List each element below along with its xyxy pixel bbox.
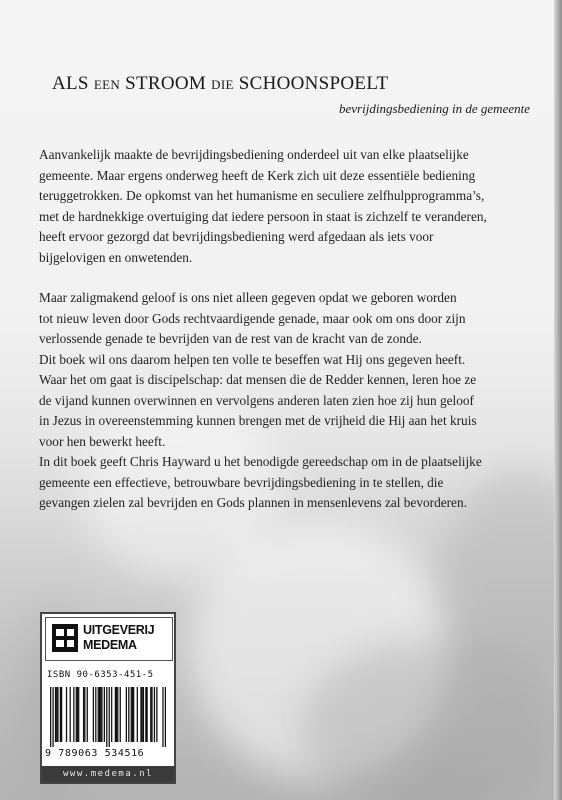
barcode-bar	[143, 687, 144, 742]
barcode-bar	[150, 687, 151, 742]
barcode-bar	[140, 687, 141, 742]
barcode-bar	[56, 687, 57, 742]
barcode-bar	[87, 687, 88, 742]
barcode-bar	[100, 687, 101, 742]
blurb-line: tot nieuw leven door Gods rechtvaardigende genade, maar ook om ons door zijn	[39, 310, 466, 326]
isbn-number: ISBN 90-6353-451-5	[47, 670, 154, 680]
barcode-bar	[109, 687, 110, 747]
book-subtitle: bevrijdingsbediening in de gemeente	[339, 101, 530, 116]
barcode-bar	[52, 687, 53, 747]
barcode-bar	[132, 687, 133, 742]
paragraph-gap	[39, 268, 534, 288]
publisher-website: www.medema.nl	[42, 766, 174, 782]
barcode-bar	[61, 687, 62, 742]
barcode-bar	[133, 687, 134, 742]
barcode-bar	[128, 687, 129, 742]
barcode-bar	[156, 687, 157, 742]
barcode-bar	[73, 687, 74, 742]
barcode-bar	[165, 687, 166, 747]
publisher-logo-box	[45, 617, 173, 661]
barcode-bar	[50, 687, 51, 747]
barcode-bar	[98, 687, 99, 742]
blurb-line: In dit boek geeft Chris Hayward u het benodigde gereedschap om in de plaatselijke	[39, 454, 482, 469]
title-word: DIE	[211, 77, 234, 92]
blurb-line: gevangen zielen zal bevrijden en Gods plannen in mensenlevens zal bevorderen.	[39, 495, 467, 510]
blurb-line: Maar zaligmakend geloof is ons niet alleen gegeven opdat we geboren worden	[39, 290, 457, 305]
book-title	[52, 73, 388, 95]
blurb-text	[39, 145, 534, 514]
blurb-line: teruggetrokken. De opkomst van het humanisme en seculiere zelfhulpprogramma’s,	[39, 188, 485, 203]
barcode	[50, 687, 166, 747]
title-word: EEN	[93, 77, 121, 92]
barcode-bar	[162, 687, 163, 747]
barcode-bar	[106, 687, 107, 747]
barcode-bar	[117, 687, 118, 742]
blurb-line: in Jezus in overeenstemming kunnen brengen met de vrijheid die Hij aan het kruis	[39, 413, 477, 428]
barcode-bar	[120, 687, 121, 742]
blurb-line: gemeente. Maar ergens onderweg heeft de Kerk zich uit deze essentiële bediening	[39, 167, 476, 183]
barcode-bar	[95, 687, 96, 742]
barcode-bar	[146, 687, 147, 742]
barcode-bar	[70, 687, 71, 742]
blurb-line: Aanvankelijk maakte de bevrijdingsbediening onderdeel uit van elke plaatselijke	[39, 147, 469, 162]
barcode-bar	[76, 687, 77, 742]
barcode-bar	[57, 687, 58, 742]
barcode-bar	[145, 687, 146, 742]
blurb-line: heeft ervoor gezorgd dat bevrijdingsbediening werd afgedaan als iets voor	[39, 229, 434, 244]
blurb-line: met de hardnekkige overtuiging dat iedere persoon in staat is zichzelf te veranderen,	[39, 208, 487, 224]
barcode-bar	[115, 687, 116, 742]
barcode-bar	[111, 687, 112, 742]
barcode-bar	[60, 687, 61, 742]
barcode-bar	[104, 687, 105, 742]
publisher-name-line: UITGEVERIJ	[83, 623, 155, 637]
barcode-bar	[142, 687, 143, 742]
blurb-line: bijgelovigen en onwetenden.	[39, 249, 193, 265]
barcode-bar	[78, 687, 79, 742]
barcode-bar	[137, 687, 138, 742]
medema-logo-icon	[52, 624, 78, 652]
blurb-line: gemeente een effectieve, betrouwbare bevrijdingsbediening in te stellen, die	[39, 474, 444, 490]
barcode-bar	[131, 687, 132, 742]
barcode-bar	[55, 687, 56, 742]
blurb-line: Waar het om gaat is discipelschap: dat mensen die de Redder kennen, leren hoe ze	[39, 372, 477, 387]
title-word: ALS	[52, 73, 94, 94]
barcode-bar	[99, 687, 100, 742]
title-word: SCHOONSPOELT	[233, 73, 389, 94]
barcode-bar	[101, 687, 102, 742]
title-word: STROOM	[120, 73, 212, 94]
barcode-bar	[93, 687, 94, 742]
blurb-line: voor hen bewerkt heeft.	[39, 433, 166, 449]
barcode-bar	[66, 687, 67, 742]
barcode-bar	[126, 687, 127, 742]
barcode-bar	[83, 687, 84, 742]
barcode-bar	[154, 687, 155, 742]
barcode-bar	[84, 687, 85, 742]
publisher-barcode-block	[40, 612, 176, 784]
blurb-line: Dit boek wil ons daarom helpen ten volle te beseffen wat Hij ons gegeven heeft.	[39, 351, 466, 367]
ean-number: 9 789063 534516	[45, 748, 145, 759]
publisher-name-line: MEDEMA	[83, 638, 137, 652]
barcode-bar	[77, 687, 78, 742]
barcode-bar	[116, 687, 117, 742]
publisher-name	[83, 623, 154, 653]
barcode-bar	[151, 687, 152, 742]
book-spine-edge	[554, 0, 562, 800]
blurb-line: verlossende genade te bevrijden van de rest van de kracht van de zonde.	[39, 331, 422, 346]
blurb-line: de vijand kunnen overwinnen en vervolgens anderen laten zien hoe zij hun geloof	[39, 392, 474, 408]
